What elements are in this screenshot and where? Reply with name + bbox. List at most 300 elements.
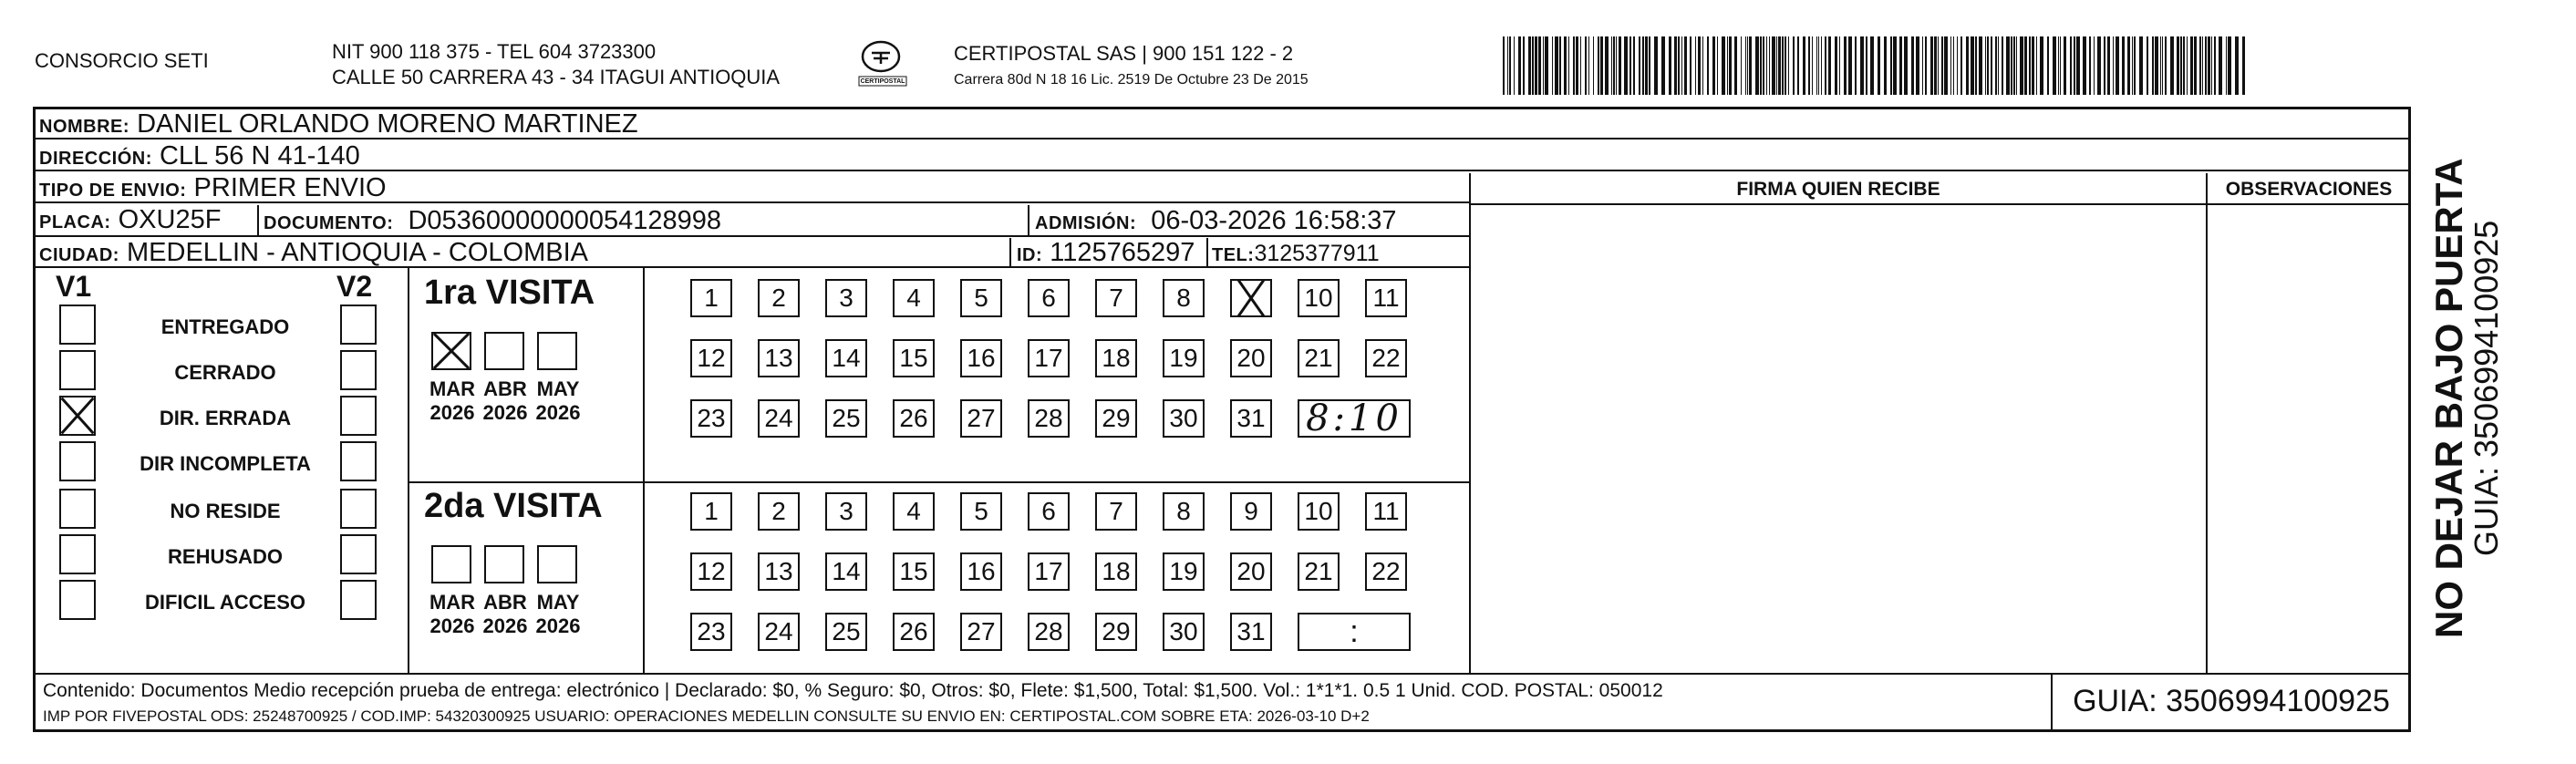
direccion-value: CLL 56 N 41-140: [159, 141, 360, 170]
barcode-bar: [2064, 36, 2066, 95]
admision-label: ADMISIÓN:: [1035, 213, 1137, 233]
barcode-bar: [1681, 36, 1682, 95]
documento-value: D05360000000054128998: [408, 206, 721, 235]
barcode-bar: [2242, 36, 2245, 95]
barcode-bar: [2074, 36, 2075, 95]
barcode-bar: [2190, 36, 2193, 95]
id-label: ID:: [1017, 245, 1043, 265]
day-box[interactable]: 16: [960, 339, 1002, 377]
barcode-bar: [1619, 36, 1621, 95]
id-field: [1017, 238, 1195, 270]
barcode-bar: [2202, 36, 2203, 95]
barcode-bar: [1535, 36, 1537, 95]
barcode-bar: [1745, 36, 1746, 95]
barcode-bar: [2032, 36, 2034, 95]
day-box[interactable]: 29: [1095, 399, 1137, 438]
v2-label: V2: [336, 270, 373, 303]
barcode-bar: [2116, 36, 2119, 95]
day-box[interactable]: 2: [758, 279, 800, 317]
barcode-bar: [2134, 36, 2136, 95]
day-box[interactable]: 3: [825, 279, 867, 317]
nombre-row: [36, 109, 2410, 139]
barcode-bar: [1573, 36, 1575, 95]
day-box[interactable]: 28: [1028, 399, 1070, 438]
day-box[interactable]: 18: [1095, 339, 1137, 377]
month-checkbox[interactable]: [484, 332, 524, 370]
barcode-bar: [1985, 36, 1986, 95]
barcode-bar: [1971, 36, 1974, 95]
day-box[interactable]: 13: [758, 552, 800, 591]
day-box[interactable]: 3: [825, 492, 867, 531]
documento-label: DOCUMENTO:: [264, 213, 394, 233]
barcode-bar: [1848, 36, 1852, 95]
barcode-bar: [2070, 36, 2072, 95]
barcode-bar: [2194, 36, 2197, 95]
barcode-bar: [2058, 36, 2059, 95]
barcode-bar: [1509, 36, 1511, 95]
month-checkbox[interactable]: [537, 332, 577, 370]
barcode-bar: [1808, 36, 1810, 95]
observations-area[interactable]: [2209, 206, 2408, 671]
day-box[interactable]: 19: [1163, 552, 1205, 591]
barcode-bar: [2097, 36, 2101, 95]
barcode-bar: [1966, 36, 1969, 95]
barcode-bar: [2147, 36, 2148, 95]
barcode-bar: [1514, 36, 1515, 95]
barcode-bar: [1818, 36, 1819, 95]
barcode-bar: [2226, 36, 2227, 95]
barcode-bar: [2211, 36, 2212, 95]
barcode-bar: [1616, 36, 1617, 95]
day-box[interactable]: 19: [1163, 339, 1205, 377]
barcode-bar: [1803, 36, 1805, 95]
certipostal-logo: [857, 38, 908, 93]
v2-checkbox[interactable]: [340, 580, 377, 620]
day-box[interactable]: 29: [1095, 613, 1137, 651]
ciudad-label: CIUDAD:: [39, 245, 119, 265]
barcode-bar: [2170, 36, 2174, 95]
month-label: MAR 2026: [429, 377, 476, 424]
day-box[interactable]: 11: [1365, 492, 1407, 531]
barcode-bar: [1812, 36, 1813, 95]
barcode-bar: [1944, 36, 1948, 95]
barcode-bar: [1518, 36, 1521, 95]
barcode-bar: [2029, 36, 2031, 95]
v2-checkbox[interactable]: [340, 350, 377, 390]
barcode-bar: [2139, 36, 2143, 95]
v2-checkbox[interactable]: [340, 534, 377, 574]
license-line: Carrera 80d N 18 16 Lic. 2519 De Octubre 23 De 2015: [954, 72, 1309, 88]
day-box[interactable]: 21: [1298, 339, 1340, 377]
v2-checkbox[interactable]: [340, 396, 377, 436]
barcode-bar: [1741, 36, 1742, 95]
footer-guia: GUIA: 3506994100925: [2051, 673, 2410, 732]
admision-value: 06-03-2026 16:58:37: [1151, 206, 1397, 235]
barcode-bar: [1749, 36, 1752, 95]
barcode-bar: [1763, 36, 1764, 95]
day-box[interactable]: 22: [1365, 339, 1407, 377]
barcode-bar: [1661, 36, 1665, 95]
barcode-bar: [2152, 36, 2154, 95]
day-box[interactable]: 24: [758, 399, 800, 438]
status-option-label: NO RESIDE: [170, 500, 281, 522]
visit-title: 1ra VISITA: [424, 274, 595, 312]
barcode-bar: [1568, 36, 1569, 95]
nit-line: NIT 900 118 375 - TEL 604 3723300: [332, 40, 657, 63]
barcode-bar: [1979, 36, 1982, 95]
visit-title: 2da VISITA: [424, 487, 603, 525]
day-box[interactable]: 18: [1095, 552, 1137, 591]
barcode-bar: [1654, 36, 1658, 95]
barcode-bar: [1899, 36, 1902, 95]
barcode-bar: [1998, 36, 1999, 95]
certipostal-line: CERTIPOSTAL SAS | 900 151 122 - 2: [954, 42, 1294, 65]
day-box[interactable]: 9: [1230, 492, 1272, 531]
barcode-bar: [2013, 36, 2015, 95]
month-label: ABR 2026: [482, 377, 528, 424]
day-box[interactable]: 22: [1365, 552, 1407, 591]
v1-checkbox[interactable]: [59, 305, 96, 345]
day-box[interactable]: [1230, 279, 1272, 317]
nombre-value: DANIEL ORLANDO MORENO MARTINEZ: [137, 109, 638, 139]
barcode-bar: [1747, 36, 1748, 95]
day-box[interactable]: 31: [1230, 613, 1272, 651]
barcode-bar: [2160, 36, 2161, 95]
day-box[interactable]: 28: [1028, 613, 1070, 651]
ciudad-value: MEDELLIN - ANTIOQUIA - COLOMBIA: [127, 238, 588, 267]
side-guia: GUIA: 3506994100925: [2467, 220, 2505, 556]
barcode-bar: [1991, 36, 1992, 95]
barcode-bar: [2089, 36, 2091, 95]
barcode-bar: [1639, 36, 1640, 95]
v1-checkbox[interactable]: [59, 350, 96, 390]
tel-label: TEL:: [1212, 245, 1255, 265]
barcode-bar: [1712, 36, 1715, 95]
barcode-bar: [1878, 36, 1880, 95]
barcode-bar: [1707, 36, 1709, 95]
barcode-bar: [2053, 36, 2056, 95]
day-box[interactable]: 23: [690, 399, 732, 438]
side-no-dejar: NO DEJAR BAJO PUERTA: [2427, 158, 2470, 638]
barcode-bar: [1953, 36, 1954, 95]
barcode-bar: [1559, 36, 1561, 95]
barcode-bar: [1722, 36, 1725, 95]
day-box[interactable]: 27: [960, 613, 1002, 651]
day-box[interactable]: 14: [825, 552, 867, 591]
barcode-bar: [2219, 36, 2222, 95]
barcode-bar: [1766, 36, 1767, 95]
barcode-bar: [1576, 36, 1578, 95]
barcode-bar: [1866, 36, 1867, 95]
day-box[interactable]: 8: [1163, 492, 1205, 531]
barcode: [1503, 36, 2250, 95]
barcode-bar: [1776, 36, 1777, 95]
barcode-bar: [2076, 36, 2080, 95]
barcode-bar: [1778, 36, 1781, 95]
day-box[interactable]: 5: [960, 279, 1002, 317]
barcode-bar: [1624, 36, 1628, 95]
signature-area[interactable]: [1473, 206, 2204, 671]
day-box[interactable]: 7: [1095, 492, 1137, 531]
barcode-bar: [1633, 36, 1635, 95]
barcode-bar: [1911, 36, 1914, 95]
day-box[interactable]: 20: [1230, 339, 1272, 377]
day-box[interactable]: 6: [1028, 279, 1070, 317]
barcode-bar: [1934, 36, 1937, 95]
day-box[interactable]: 10: [1298, 279, 1340, 317]
day-box[interactable]: 25: [825, 399, 867, 438]
barcode-bar: [1669, 36, 1671, 95]
barcode-bar: [1613, 36, 1615, 95]
day-box[interactable]: 26: [893, 613, 935, 651]
barcode-bar: [1793, 36, 1795, 95]
barcode-bar: [1957, 36, 1958, 95]
barcode-bar: [1938, 36, 1939, 95]
barcode-bar: [2024, 36, 2027, 95]
barcode-bar: [2040, 36, 2043, 95]
barcode-bar: [2162, 36, 2163, 95]
barcode-bar: [1860, 36, 1864, 95]
barcode-bar: [1828, 36, 1831, 95]
barcode-bar: [1645, 36, 1648, 95]
barcode-bar: [2228, 36, 2231, 95]
barcode-bar: [1904, 36, 1908, 95]
tipo-label: TIPO DE ENVIO:: [39, 181, 187, 201]
tel-field: [1212, 240, 1380, 269]
day-box[interactable]: 1: [690, 492, 732, 531]
barcode-bar: [1523, 36, 1525, 95]
barcode-bar: [1870, 36, 1874, 95]
status-option-label: DIFICIL ACCESO: [144, 591, 305, 614]
barcode-bar: [1580, 36, 1581, 95]
barcode-bar: [1600, 36, 1603, 95]
month-checkbox[interactable]: [431, 332, 471, 370]
status-option-label: CERRADO: [174, 361, 276, 384]
month-checkbox[interactable]: [484, 545, 524, 583]
barcode-bar: [1816, 36, 1817, 95]
barcode-bar: [1598, 36, 1599, 95]
barcode-bar: [1555, 36, 1558, 95]
documento-field: [264, 205, 721, 239]
barcode-bar: [2083, 36, 2086, 95]
day-box[interactable]: 17: [1028, 552, 1070, 591]
month-label: MAY 2026: [535, 377, 581, 424]
barcode-bar: [2113, 36, 2114, 95]
barcode-bar: [1642, 36, 1644, 95]
barcode-bar: [1788, 36, 1789, 95]
observaciones-header: OBSERVACIONES: [2225, 179, 2393, 200]
barcode-bar: [2165, 36, 2167, 95]
barcode-bar: [1690, 36, 1691, 95]
barcode-bar: [2060, 36, 2061, 95]
day-box[interactable]: 26: [893, 399, 935, 438]
status-option-label: ENTREGADO: [160, 315, 290, 338]
status-option-label: DIR. ERRADA: [159, 407, 292, 429]
barcode-bar: [1552, 36, 1553, 95]
barcode-bar: [1890, 36, 1892, 95]
day-box[interactable]: 1: [690, 279, 732, 317]
v1-checkbox[interactable]: [59, 441, 96, 481]
barcode-bar: [2006, 36, 2010, 95]
firma-header: FIRMA QUIEN RECIBE: [1736, 179, 1940, 200]
barcode-bar: [1503, 36, 1505, 95]
month-checkbox[interactable]: [431, 545, 471, 583]
placa-label: PLACA:: [39, 212, 111, 232]
barcode-bar: [1950, 36, 1951, 95]
day-box[interactable]: 25: [825, 613, 867, 651]
barcode-bar: [2177, 36, 2179, 95]
barcode-bar: [1987, 36, 1989, 95]
barcode-bar: [1760, 36, 1762, 95]
v2-checkbox[interactable]: [340, 489, 377, 529]
barcode-bar: [1785, 36, 1786, 95]
barcode-bar: [1893, 36, 1897, 95]
day-box[interactable]: 8: [1163, 279, 1205, 317]
barcode-bar: [2127, 36, 2130, 95]
day-box[interactable]: 10: [1298, 492, 1340, 531]
day-box[interactable]: 12: [690, 552, 732, 591]
barcode-bar: [1727, 36, 1728, 95]
barcode-bar: [1772, 36, 1775, 95]
tel-value: 3125377911: [1254, 241, 1380, 266]
visit-time[interactable]: :: [1298, 613, 1411, 651]
tipo-value: PRIMER ENVIO: [193, 173, 387, 202]
day-box[interactable]: 23: [690, 613, 732, 651]
barcode-bar: [2214, 36, 2216, 95]
day-box[interactable]: 27: [960, 399, 1002, 438]
day-box[interactable]: 21: [1298, 552, 1340, 591]
barcode-bar: [1545, 36, 1548, 95]
barcode-bar: [2107, 36, 2110, 95]
admision-field: [1035, 205, 1397, 239]
barcode-bar: [1702, 36, 1703, 95]
barcode-bar: [1782, 36, 1784, 95]
day-box[interactable]: 20: [1230, 552, 1272, 591]
barcode-bar: [1925, 36, 1927, 95]
barcode-bar: [2183, 36, 2185, 95]
barcode-bar: [1611, 36, 1612, 95]
day-box[interactable]: 7: [1095, 279, 1137, 317]
barcode-bar: [1532, 36, 1534, 95]
barcode-bar: [1629, 36, 1631, 95]
address-line: CALLE 50 CARRERA 43 - 34 ITAGUI ANTIOQUIA: [332, 66, 781, 88]
barcode-bar: [2235, 36, 2239, 95]
v1-checkbox[interactable]: [59, 396, 96, 436]
day-box[interactable]: 15: [893, 339, 935, 377]
barcode-bar: [1855, 36, 1857, 95]
logo-text: CERTIPOSTAL: [860, 78, 905, 85]
barcode-bar: [1839, 36, 1840, 95]
barcode-bar: [1844, 36, 1847, 95]
barcode-bar: [2016, 36, 2017, 95]
status-option-label: REHUSADO: [168, 545, 283, 568]
barcode-bar: [2208, 36, 2210, 95]
day-box[interactable]: 5: [960, 492, 1002, 531]
day-box[interactable]: 2: [758, 492, 800, 531]
footer-imp: IMP POR FIVEPOSTAL ODS: 25248700925 / COD.IMP: 54320300925 USUARIO: OPERACIONES MEDELLIN CONSULTE SU ENVIO EN: CERTIPOSTAL.COM SOBRE ETA: 2026-03-10 D+2: [43, 707, 1370, 725]
v2-checkbox[interactable]: [340, 441, 377, 481]
day-box[interactable]: 15: [893, 552, 935, 591]
day-box[interactable]: 6: [1028, 492, 1070, 531]
day-box[interactable]: 30: [1163, 613, 1205, 651]
barcode-bar: [1797, 36, 1799, 95]
barcode-bar: [2047, 36, 2049, 95]
certipostal-logo-icon: [857, 38, 908, 93]
day-box[interactable]: 4: [893, 279, 935, 317]
status-option-label: DIR INCOMPLETA: [140, 452, 311, 475]
barcode-bar: [2002, 36, 2003, 95]
v1-checkbox[interactable]: [59, 580, 96, 620]
v2-checkbox[interactable]: [340, 305, 377, 345]
day-box[interactable]: 11: [1365, 279, 1407, 317]
barcode-bar: [2122, 36, 2125, 95]
barcode-bar: [1835, 36, 1837, 95]
barcode-bar: [2036, 36, 2037, 95]
tipo-row: [36, 173, 1469, 203]
day-box[interactable]: 12: [690, 339, 732, 377]
barcode-bar: [1678, 36, 1680, 95]
day-box[interactable]: 30: [1163, 399, 1205, 438]
barcode-bar: [1755, 36, 1759, 95]
barcode-bar: [1884, 36, 1887, 95]
barcode-bar: [1528, 36, 1531, 95]
month-label: MAY 2026: [535, 591, 581, 637]
barcode-bar: [1593, 36, 1594, 95]
barcode-bar: [2187, 36, 2188, 95]
month-label: ABR 2026: [482, 591, 528, 637]
barcode-bar: [1649, 36, 1650, 95]
barcode-bar: [1729, 36, 1732, 95]
barcode-bar: [1684, 36, 1687, 95]
barcode-bar: [2020, 36, 2023, 95]
day-box[interactable]: 16: [960, 552, 1002, 591]
month-label: MAR 2026: [429, 591, 476, 637]
v1-checkbox[interactable]: [59, 489, 96, 529]
visit-time[interactable]: 8:10: [1298, 399, 1411, 438]
barcode-bar: [1605, 36, 1609, 95]
barcode-bar: [1543, 36, 1544, 95]
barcode-bar: [1538, 36, 1541, 95]
day-box[interactable]: 13: [758, 339, 800, 377]
v1-label: V1: [56, 270, 92, 303]
barcode-bar: [2155, 36, 2158, 95]
barcode-bar: [2132, 36, 2133, 95]
day-box[interactable]: 4: [893, 492, 935, 531]
barcode-bar: [1922, 36, 1923, 95]
barcode-bar: [1695, 36, 1696, 95]
barcode-bar: [1507, 36, 1508, 95]
v1-checkbox[interactable]: [59, 534, 96, 574]
nombre-label: NOMBRE:: [39, 117, 130, 137]
barcode-bar: [2104, 36, 2105, 95]
delivery-form: [33, 107, 2411, 732]
day-box[interactable]: 17: [1028, 339, 1070, 377]
day-box[interactable]: 31: [1230, 399, 1272, 438]
barcode-bar: [1960, 36, 1962, 95]
placa-value: OXU25F: [118, 205, 222, 234]
footer-contenido: Contenido: Documentos Medio recepción prueba de entrega: electrónico | Declarado: $0, % Seguro: $0, Otros: $0, Flete: $1,500, Total: $1,500. Vol.: 1*1*1. 0.5 1 Unid. COD. POSTAL: 050012: [43, 680, 1663, 701]
barcode-bar: [1717, 36, 1718, 95]
barcode-bar: [1564, 36, 1567, 95]
direccion-label: DIRECCIÓN:: [39, 149, 152, 169]
barcode-bar: [1825, 36, 1826, 95]
day-box[interactable]: 14: [825, 339, 867, 377]
day-box[interactable]: 24: [758, 613, 800, 651]
month-checkbox[interactable]: [537, 545, 577, 583]
barcode-bar: [2205, 36, 2207, 95]
barcode-bar: [1941, 36, 1943, 95]
company-name: CONSORCIO SETI: [35, 49, 209, 72]
